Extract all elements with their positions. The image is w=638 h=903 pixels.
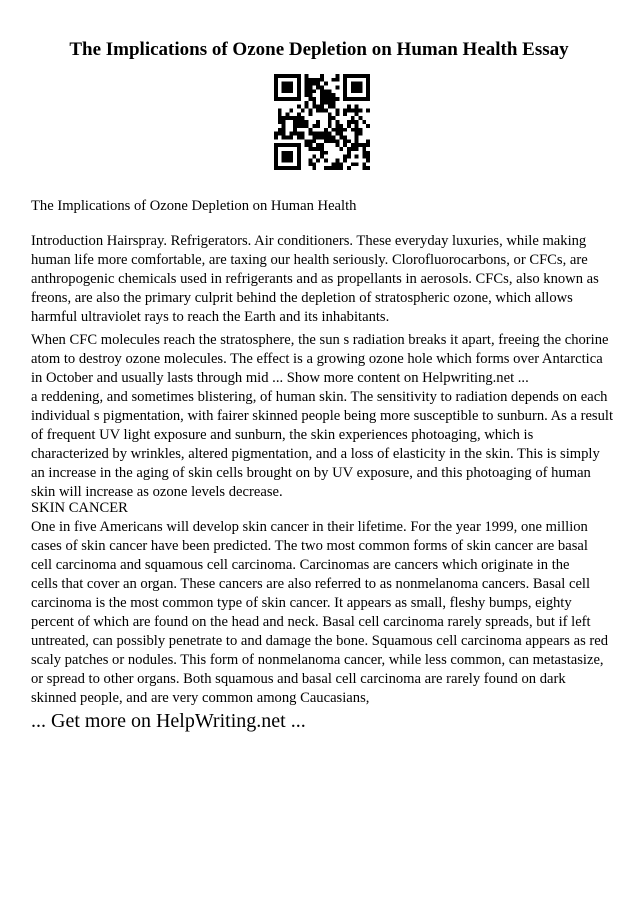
text-line: percent of which are found on the head and neck. Basal cell carcinoma rarely spreads, but if left — [31, 614, 591, 630]
qr-code-icon — [274, 74, 370, 170]
text-line: freons, are also the primary culprit behind the depletion of stratospheric ozone, which allows — [31, 290, 573, 306]
text-line: When CFC molecules reach the stratosphere, the sun s radiation breaks it apart, freeing the chorine — [31, 332, 609, 348]
section-heading: SKIN CANCER — [31, 500, 128, 516]
text-line: skin will increase as ozone levels decrease. — [31, 484, 283, 500]
show-more-link[interactable]: in October and usually lasts through mid ... Show more content on Helpwriting.net ... — [31, 370, 529, 386]
text-line: Introduction Hairspray. Refrigerators. Air conditioners. These everyday luxuries, while making — [31, 233, 587, 249]
text-line: skinned people, and are very common among Caucasians, — [31, 690, 370, 706]
text-line: anthropogenic chemicals used in refrigerants and as propellants in aerosols. CFCs, also known as — [31, 271, 599, 287]
text-line: cases of skin cancer have been predicted. The two most common forms of skin cancer are basal — [31, 538, 588, 554]
get-more-link[interactable]: ... Get more on HelpWriting.net ... — [31, 710, 306, 732]
paragraph-skin-cancer — [31, 499, 616, 708]
text-line: or spread to other organs. Both squamous and basal cell carcinoma are rarely found on dark — [31, 671, 566, 687]
paragraph-cfc — [31, 331, 616, 502]
text-line: individual s pigmentation, with fairer skinned people being more susceptible to sunburn. As a result — [31, 408, 614, 424]
page-title: The Implications of Ozone Depletion on Human Health Essay — [69, 39, 569, 60]
text-line: a reddening, and sometimes blistering, of human skin. The sensitivity to radiation depends on each — [31, 389, 608, 405]
text-line: untreated, can possibly penetrate to and damage the bone. Squamous cell carcinoma appears as red — [31, 633, 609, 649]
text-line: One in five Americans will develop skin cancer in their lifetime. For the year 1999, one million — [31, 519, 588, 535]
text-line: of frequent UV light exposure and sunburn, the skin experiences photoaging, which is — [31, 427, 534, 443]
document-heading: The Implications of Ozone Depletion on Human Health — [31, 198, 357, 214]
text-line: cell carcinoma and squamous cell carcinoma. Carcinomas are cancers which originate in the — [31, 557, 570, 573]
paragraph-introduction — [31, 232, 616, 327]
text-line: carcinoma is the most common type of skin cancer. It appears as small, fleshy bumps, eighty — [31, 595, 572, 611]
text-line: harmful ultraviolet rays to reach the Earth and its inhabitants. — [31, 309, 390, 325]
text-line: human life more comfortable, are taxing our health seriously. Clorofluorocarbons, or CFCs, are — [31, 252, 588, 268]
text-line: scaly patches or nodules. This form of nonmelanoma cancer, while less common, can metastasize, — [31, 652, 604, 668]
text-line: characterized by wrinkles, altered pigmentation, and a loss of elasticity in the skin. This is simply — [31, 446, 600, 462]
text-line: atom to destroy ozone molecules. The effect is a growing ozone hole which forms over Antarctica — [31, 351, 603, 367]
text-line: an increase in the aging of skin cells brought on by UV exposure, and this photoaging of human — [31, 465, 591, 481]
text-line: cells that cover an organ. These cancers are also referred to as nonmelanoma cancers. Basal cell — [31, 576, 591, 592]
